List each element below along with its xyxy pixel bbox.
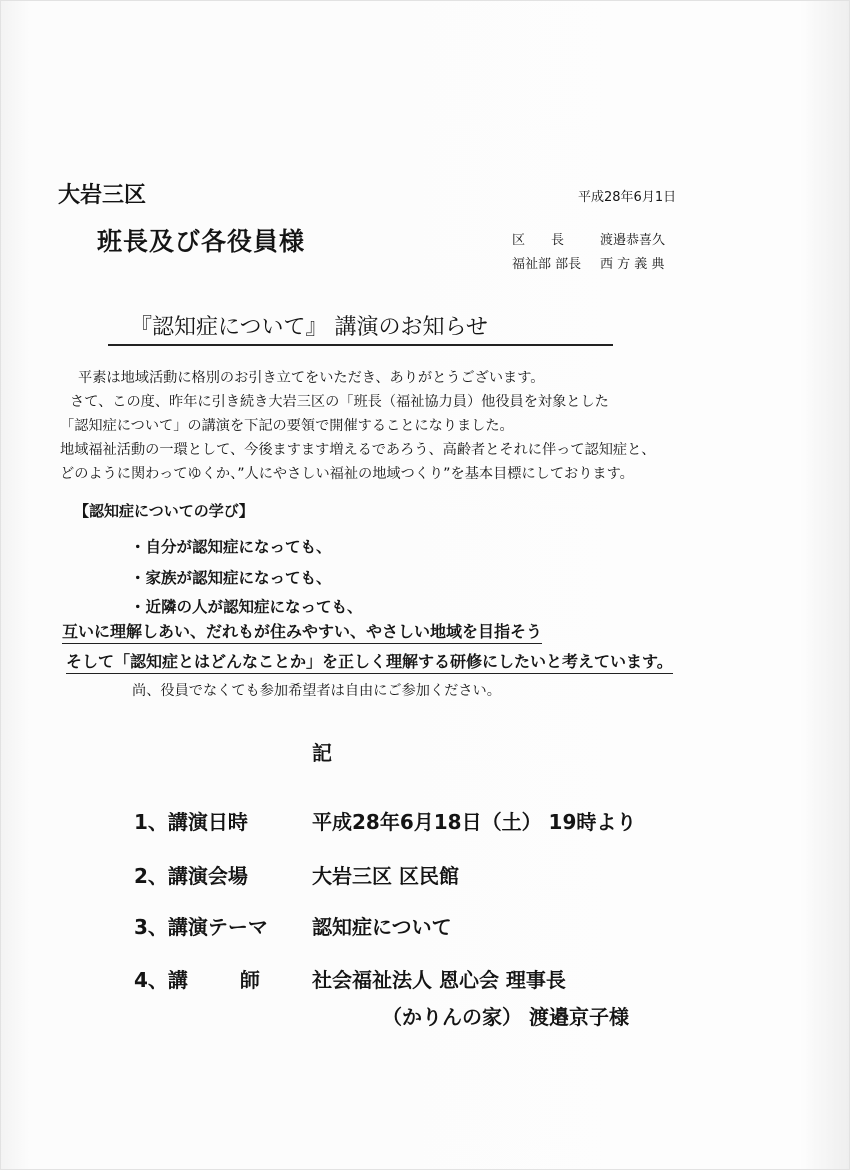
sender-welfare-head [512, 253, 664, 272]
sender-name: 渡邉恭喜久 [600, 233, 666, 248]
bullet-item: ・家族が認知症になっても、 [130, 569, 332, 587]
learning-heading: 【認知症についての学び】 [74, 502, 254, 520]
item-value-lecturer-name: （かりんの家） 渡邉京子様 [382, 1005, 629, 1029]
item-value-venue: 大岩三区 区民館 [312, 864, 459, 888]
organization-name: 大岩三区 [58, 183, 147, 208]
body-paragraph: 平素は地域活動に格別のお引き立てをいただき、ありがとうございます。 [78, 370, 545, 386]
ki-heading: 記 [312, 741, 332, 765]
item-value-datetime: 平成28年6月18日（土） 19時より [312, 810, 637, 834]
item-label-venue: 2、講演会場 [134, 864, 248, 888]
goal-statement: 互いに理解しあい、だれもが住みやすい、やさしい地域を目指そう [62, 619, 542, 644]
bullet-item: ・自分が認知症になっても、 [130, 538, 332, 556]
document-title: 『認知症について』 講演のお知らせ [130, 315, 488, 340]
item-label-theme: 3、講演テーマ [134, 915, 268, 939]
sender-role: 福祉部 部長 [512, 257, 582, 272]
training-statement: そして「認知症とはどんなことか」を正しく理解する研修にしたいと考えています。 [66, 649, 673, 674]
item-label-lecturer [134, 964, 260, 993]
item-value-theme: 認知症について [312, 915, 452, 939]
body-paragraph: さて、この度、昨年に引き続き大岩三区の「班長（福祉協力員）他役員を対象とした [70, 394, 609, 410]
body-paragraph: どのように関わってゆくか、”人にやさしい福祉の地域つくり”を基本目標にしております。 [60, 466, 634, 482]
bullet-item: ・近隣の人が認知症になっても、 [130, 598, 363, 616]
body-paragraph: 「認知症について」の講演を下記の要領で開催することになりました。 [60, 418, 514, 434]
item-label-datetime: 1、講演日時 [134, 810, 248, 834]
participation-note: 尚、役員でなくても参加希望者は自由にご参加ください。 [132, 683, 501, 699]
addressee: 班長及び各役員様 [97, 227, 306, 256]
body-paragraph: 地域福祉活動の一環として、今後ますます増えるであろう、高齢者とそれに伴って認知症と、 [60, 442, 656, 458]
sender-name: 西 方 義 典 [600, 257, 665, 272]
document-title-block [108, 310, 613, 346]
lecturer-label-part: 師 [239, 968, 260, 992]
item-value-lecturer-org: 社会福祉法人 恩心会 理事長 [312, 968, 566, 992]
sender-chief [512, 229, 665, 248]
lecturer-label-part: 4、講 [134, 968, 188, 992]
issue-date: 平成28年6月1日 [578, 190, 677, 205]
sender-role: 区 長 [512, 233, 565, 248]
